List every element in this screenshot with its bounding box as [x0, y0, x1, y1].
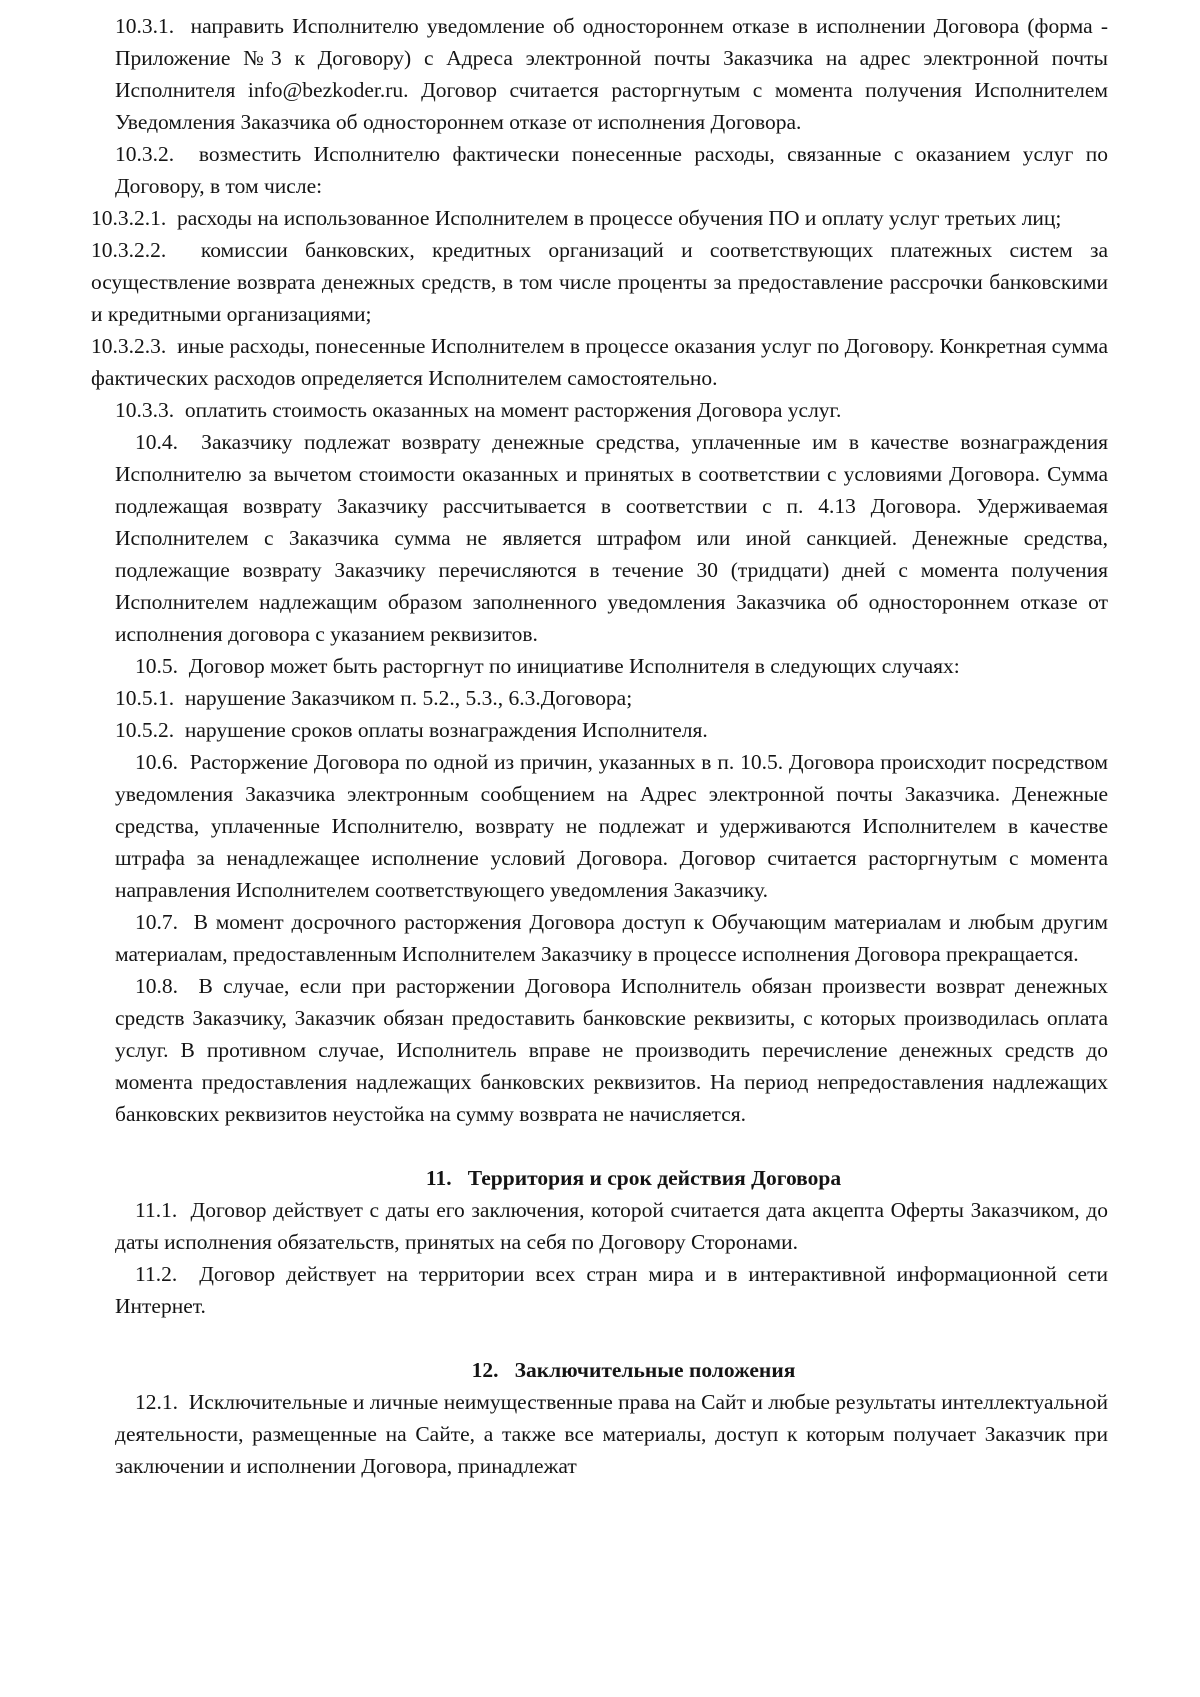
clause-number: 10.4. — [135, 430, 178, 454]
clause-text: иные расходы, понесенные Исполнителем в процессе оказания услуг по Договору. Конкретная сумма фактических расходов определяется Исполнителем самостоятельно. — [91, 334, 1109, 390]
clause-10-8 — [115, 970, 1108, 1130]
clause-10-3-3 — [115, 394, 1108, 426]
clause-10-6 — [115, 746, 1108, 906]
clause-12-1 — [115, 1386, 1108, 1482]
clause-number: 10.5.1. — [115, 686, 175, 710]
clause-number: 10.3.2.3. — [91, 334, 167, 358]
clause-10-3-2-3 — [91, 330, 1108, 394]
clause-text: В случае, если при расторжении Договора Исполнитель обязан произвести возврат денежных средств Заказчику, Заказчик обязан предоставить банковские реквизиты, с которых производилась оплата услуг. В противном случае, Исполнитель вправе не производить перечисление денежных средств до момента предоставления надлежащих банковских реквизитов. На период непредоставления надлежащих банковских реквизитов неустойка на сумму возврата не начисляется. — [115, 974, 1108, 1126]
clause-10-4 — [115, 426, 1108, 650]
section-title-12: 12. Заключительные положения — [471, 1358, 796, 1382]
clause-text: В момент досрочного расторжения Договора доступ к Обучающим материалам и любым другим материалам, предоставленным Исполнителем Заказчику в процессе исполнения Договора прекращается. — [115, 910, 1109, 966]
clause-number: 10.6. — [135, 750, 178, 774]
clause-text: Договор действует на территории всех стран мира и в интерактивной информационной сети Интернет. — [115, 1262, 1108, 1318]
clause-number: 10.3.2.1. — [91, 206, 167, 230]
clause-text: Договор действует с даты его заключения, которой считается дата акцепта Оферты Заказчиком, до даты исполнения обязательств, принятых на себя по Договору Сторонами. — [115, 1198, 1108, 1254]
clause-10-5 — [115, 650, 1108, 682]
clause-number: 10.7. — [135, 910, 178, 934]
clause-10-7 — [115, 906, 1108, 970]
clause-number: 10.5.2. — [115, 718, 175, 742]
clause-number: 11.1. — [135, 1198, 178, 1222]
clause-10-5-1 — [115, 682, 1108, 714]
clause-text: Заказчику подлежат возврату денежные средства, уплаченные им в качестве вознаграждения Исполнителю за вычетом стоимости оказанных и принятых в соответствии с условиями Договора. Сумма подлежащая возврату Заказчику рассчитывается в соответствии с п. 4.13 Договора. Удерживаемая Исполнителем с Заказчика сумма не является штрафом или иной санкцией. Денежные средства, подлежащие возврату Заказчику перечисляются в течение 30 (тридцати) дней с момента получения Исполнителем надлежащим образом заполненного уведомления Заказчика об одностороннем отказе от исполнения договора с указанием реквизитов. — [115, 430, 1108, 646]
clause-text: комиссии банковских, кредитных организаций и соответствующих платежных систем за осуществление возврата денежных средств, в том числе проценты за предоставление рассрочки банковскими и кредитными организациями; — [91, 238, 1108, 326]
clause-number: 10.8. — [135, 974, 178, 998]
clause-text: расходы на использованное Исполнителем в процессе обучения ПО и оплату услуг третьих лиц; — [177, 206, 1062, 230]
clause-number: 10.3.1. — [115, 14, 175, 38]
clause-number: 10.3.3. — [115, 398, 175, 422]
clause-text: Договор может быть расторгнут по инициативе Исполнителя в следующих случаях: — [188, 654, 960, 678]
clause-text: нарушение Заказчиком п. 5.2., 5.3., 6.3.Договора; — [184, 686, 633, 710]
clause-10-5-2 — [115, 714, 1108, 746]
clause-10-3-2-2 — [91, 234, 1108, 330]
clause-text: возместить Исполнителю фактически понесенные расходы, связанные с оказанием услуг по Договору, в том числе: — [115, 142, 1108, 198]
clause-text: направить Исполнителю уведомление об одностороннем отказе в исполнении Договора (форма - Приложение №3 к Договору) с Адреса электронной почты Заказчика на адрес электронной почты Исполнителя info@bezkoder.ru. Договор считается расторгнутым с момента получения Исполнителем Уведомления Заказчика об одностороннем отказе от исполнения Договора. — [115, 14, 1108, 134]
clause-10-3-2-1 — [91, 202, 1108, 234]
clause-11-2 — [115, 1258, 1108, 1322]
clause-number: 12.1. — [135, 1390, 178, 1414]
clause-10-3-1 — [115, 10, 1108, 138]
clause-number: 11.2. — [135, 1262, 178, 1286]
clause-text: оплатить стоимость оказанных на момент расторжения Договора услуг. — [184, 398, 842, 422]
clause-number: 10.3.2.2. — [91, 238, 167, 262]
clause-text: Исключительные и личные неимущественные права на Сайт и любые результаты интеллектуальной деятельности, размещенные на Сайте, а также все материалы, доступ к которым получает Заказчик при заключении и исполнении Договора, принадлежат — [115, 1390, 1109, 1478]
clause-11-1 — [115, 1194, 1108, 1258]
clause-text: Расторжение Договора по одной из причин, указанных в п. 10.5. Договора происходит посредством уведомления Заказчика электронным сообщением на Адрес электронной почты Заказчика. Денежные средства, уплаченные Исполнителю, возврату не подлежат и удерживаются Исполнителем в качестве штрафа за ненадлежащее исполнение условий Договора. Договор считается расторгнутым с момента направления Исполнителем соответствующего уведомления Заказчику. — [115, 750, 1108, 902]
clause-10-3-2 — [115, 138, 1108, 202]
clause-number: 10.5. — [135, 654, 178, 678]
section-title-11: 11. Территория и срок действия Договора — [425, 1166, 842, 1190]
clause-number: 10.3.2. — [115, 142, 175, 166]
clause-text: нарушение сроков оплаты вознаграждения Исполнителя. — [184, 718, 708, 742]
